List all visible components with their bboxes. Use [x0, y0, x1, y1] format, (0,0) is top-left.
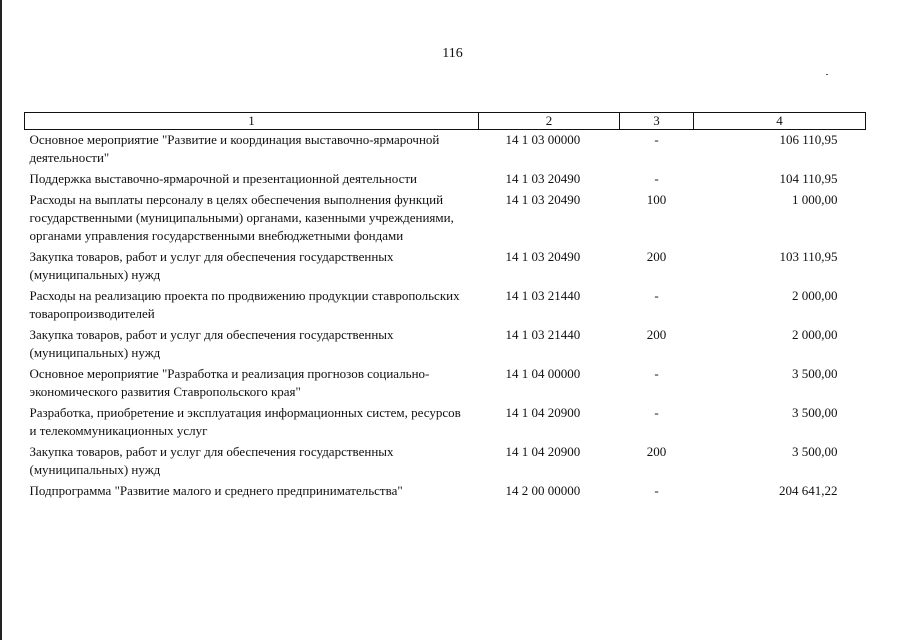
row-amount: 103 110,95 [779, 249, 838, 264]
row-name: Закупка товаров, работ и услуг для обеспечения государственных (муниципальных) нужд [29, 327, 394, 360]
row-type: - [654, 171, 659, 186]
row-name: Поддержка выставочно-ярмарочной и презентационной деятельности [29, 171, 417, 186]
row-amount: 3 500,00 [792, 405, 838, 420]
row-type: - [654, 288, 659, 303]
row-type: - [654, 366, 659, 381]
budget-table [24, 112, 866, 502]
row-code: 14 1 03 20490 [505, 249, 581, 264]
row-code: 14 1 03 21440 [505, 327, 581, 342]
row-name: Расходы на реализацию проекта по продвижению продукции ставропольских товаропроизводителей [29, 288, 460, 321]
row-name: Подпрограмма "Развитие малого и среднего предпринимательства" [29, 483, 403, 498]
row-type: 200 [646, 444, 667, 459]
row-code: 14 1 04 20900 [505, 405, 581, 420]
page-number: 116 [442, 46, 463, 61]
table-row [25, 169, 866, 190]
row-amount: 3 500,00 [792, 366, 838, 381]
table-row [25, 442, 866, 481]
row-amount: 2 000,00 [792, 288, 838, 303]
row-code: 14 2 00 00000 [505, 483, 581, 498]
table-row [25, 247, 866, 286]
row-name: Закупка товаров, работ и услуг для обеспечения государственных (муниципальных) нужд [29, 444, 394, 477]
table-row [25, 325, 866, 364]
table-row [25, 364, 866, 403]
table-row [25, 403, 866, 442]
row-type: - [654, 483, 659, 498]
row-amount: 106 110,95 [779, 132, 838, 147]
row-amount: 204 641,22 [779, 483, 838, 498]
row-type: 100 [646, 192, 667, 207]
row-code: 14 1 03 00000 [505, 132, 581, 147]
row-amount: 2 000,00 [792, 327, 838, 342]
row-name: Закупка товаров, работ и услуг для обеспечения государственных (муниципальных) нужд [29, 249, 394, 282]
row-type: - [654, 405, 659, 420]
table-row [25, 130, 866, 170]
scan-left-edge [0, 0, 2, 640]
row-code: 14 1 03 20490 [505, 171, 581, 186]
row-type: - [654, 132, 659, 147]
header-col-1: 1 [25, 113, 479, 130]
row-code: 14 1 03 21440 [505, 288, 581, 303]
row-amount: 3 500,00 [792, 444, 838, 459]
table-row [25, 481, 866, 502]
header-col-4: 4 [694, 113, 866, 130]
table-header-row [25, 113, 866, 130]
row-code: 14 1 04 00000 [505, 366, 581, 381]
header-col-2: 2 [479, 113, 620, 130]
row-code: 14 1 03 20490 [505, 192, 581, 207]
row-code: 14 1 04 20900 [505, 444, 581, 459]
row-type: 200 [646, 327, 667, 342]
row-name: Разработка, приобретение и эксплуатация информационных систем, ресурсов и телекоммуникационных услуг [29, 405, 461, 438]
table-row [25, 286, 866, 325]
scan-speck [826, 74, 828, 75]
row-name: Основное мероприятие "Разработка и реализация прогнозов социально-экономического развития Ставропольского края" [29, 366, 430, 399]
row-name: Расходы на выплаты персоналу в целях обеспечения выполнения функций государственными (муниципальными) органами, казенными учреждениями, органами управления государственными внебюджетными фондами [29, 192, 454, 243]
row-type: 200 [646, 249, 667, 264]
header-col-3: 3 [620, 113, 694, 130]
row-amount: 104 110,95 [779, 171, 838, 186]
row-name: Основное мероприятие "Развитие и координация выставочно-ярмарочной деятельности" [29, 132, 440, 165]
table-row [25, 190, 866, 247]
row-amount: 1 000,00 [792, 192, 838, 207]
